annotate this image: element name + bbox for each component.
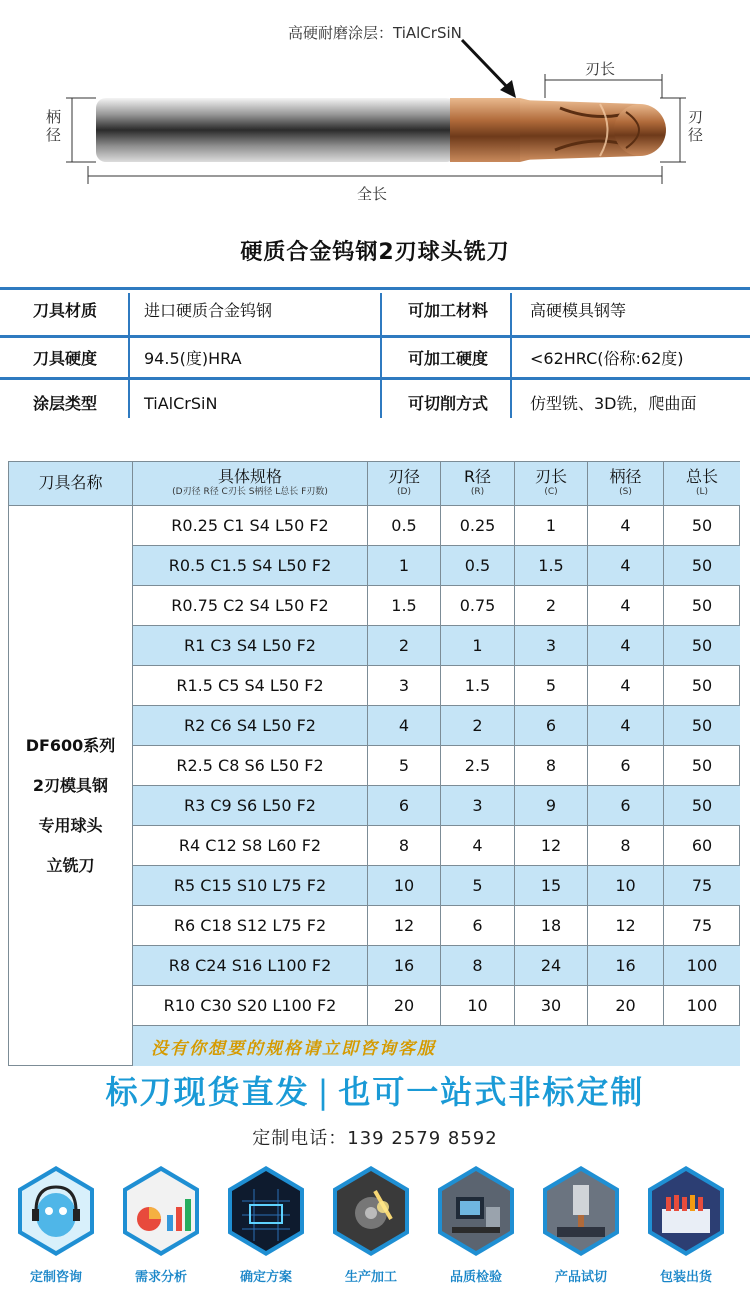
cell-overall-length: 100	[664, 946, 740, 986]
cell-blade-diameter: 16	[368, 946, 441, 986]
spec-value: 高硬模具钢等	[530, 301, 627, 320]
promo-left: 标刀现货直发	[105, 1073, 310, 1111]
cell-overall-length: 50	[664, 626, 740, 666]
header-spec: 具体规格 (D刃径 R径 C刃长 S柄径 L总长 F刃数)	[133, 462, 368, 506]
contact-notice-text: 没有你想要的规格请立即咨询客服	[151, 1039, 436, 1059]
promo-banner	[0, 1067, 750, 1113]
cell-blade-length: 9	[515, 786, 588, 826]
cell-spec: R2 C6 S4 L50 F2	[133, 706, 368, 746]
step-production[interactable]	[323, 1160, 419, 1303]
spec-value: <62HRC(俗称:62度)	[530, 349, 684, 368]
cnc-test-cut-icon	[547, 1171, 615, 1251]
table-row	[133, 746, 740, 786]
contact-notice[interactable]	[133, 1026, 740, 1066]
cell-shank-diameter: 6	[588, 746, 664, 786]
cell-spec: R0.25 C1 S4 L50 F2	[133, 506, 368, 546]
spec-key: 可加工硬度	[407, 349, 488, 368]
cell-radius: 3	[441, 786, 515, 826]
cell-radius: 1	[441, 626, 515, 666]
header-blade-diameter: 刃径 (D)	[368, 462, 441, 506]
table-row	[133, 786, 740, 826]
coating-label: 高硬耐磨涂层：TiAlCrSiN	[288, 24, 462, 42]
cell-overall-length: 60	[664, 826, 740, 866]
series-name-line: 2刃模具钢	[32, 776, 109, 795]
cell-radius: 4	[441, 826, 515, 866]
cell-blade-length: 1	[515, 506, 588, 546]
table-row	[133, 626, 740, 666]
spec-key: 刀具材质	[32, 301, 97, 320]
analysis-chart-icon	[127, 1171, 195, 1251]
cell-overall-length: 50	[664, 586, 740, 626]
step-plan[interactable]	[218, 1160, 314, 1303]
step-consult[interactable]	[8, 1160, 104, 1303]
spec-row	[0, 290, 750, 332]
spec-table	[0, 287, 750, 413]
spec-value: 仿型铣、3D铣，爬曲面	[530, 394, 697, 413]
cell-blade-length: 12	[515, 826, 588, 866]
cell-overall-length: 50	[664, 746, 740, 786]
step-label: 生产加工	[344, 1270, 397, 1285]
tool-diagram	[0, 0, 750, 215]
shank-diameter-label: 柄径	[46, 108, 62, 144]
custom-phone[interactable]: 定制电话：139 2579 8592	[252, 1128, 498, 1149]
header-radius: R径 (R)	[441, 462, 515, 506]
cell-overall-length: 50	[664, 706, 740, 746]
series-name-cell	[9, 506, 133, 1066]
cell-blade-diameter: 20	[368, 986, 441, 1026]
shank	[96, 98, 456, 162]
step-test-cut[interactable]	[533, 1160, 629, 1303]
series-name-line: 专用球头	[38, 816, 103, 835]
blade-diameter-label: 刃径	[688, 108, 704, 144]
step-label: 产品试切	[554, 1270, 607, 1285]
product-spec-table	[8, 461, 740, 1066]
cell-blade-diameter: 4	[368, 706, 441, 746]
page-title: 硬质合金钨钢2刃球头铣刀	[240, 240, 510, 265]
cell-spec: R4 C12 S8 L60 F2	[133, 826, 368, 866]
step-label: 需求分析	[134, 1270, 187, 1285]
table-row	[133, 546, 740, 586]
cell-radius: 0.5	[441, 546, 515, 586]
series-name-line: DF600系列	[25, 736, 116, 755]
table-row	[133, 826, 740, 866]
cell-blade-length: 18	[515, 906, 588, 946]
cell-blade-length: 24	[515, 946, 588, 986]
cell-overall-length: 50	[664, 786, 740, 826]
cell-shank-diameter: 4	[588, 586, 664, 626]
cell-overall-length: 50	[664, 506, 740, 546]
step-label: 定制咨询	[29, 1270, 82, 1285]
cell-radius: 1.5	[441, 666, 515, 706]
table-row	[133, 906, 740, 946]
cell-overall-length: 50	[664, 666, 740, 706]
header-overall-length: 总长 (L)	[664, 462, 740, 506]
table-row	[133, 706, 740, 746]
cell-blade-diameter: 10	[368, 866, 441, 906]
cell-blade-diameter: 6	[368, 786, 441, 826]
spec-key: 可加工材料	[407, 301, 488, 320]
cell-shank-diameter: 4	[588, 506, 664, 546]
cell-blade-diameter: 3	[368, 666, 441, 706]
cell-shank-diameter: 4	[588, 626, 664, 666]
cell-radius: 10	[441, 986, 515, 1026]
cell-blade-length: 2	[515, 586, 588, 626]
cell-radius: 2.5	[441, 746, 515, 786]
cell-overall-length: 50	[664, 546, 740, 586]
cell-spec: R1.5 C5 S4 L50 F2	[133, 666, 368, 706]
header-tool-name: 刀具名称	[9, 462, 133, 506]
process-steps	[0, 1160, 750, 1303]
cell-radius: 2	[441, 706, 515, 746]
cell-radius: 8	[441, 946, 515, 986]
cell-blade-length: 5	[515, 666, 588, 706]
cell-shank-diameter: 20	[588, 986, 664, 1026]
cell-spec: R2.5 C8 S6 L50 F2	[133, 746, 368, 786]
table-row	[133, 986, 740, 1026]
spec-value: 进口硬质合金钨钢	[144, 301, 273, 320]
table-row	[133, 666, 740, 706]
promo-divider: |	[317, 1073, 331, 1111]
cell-blade-length: 1.5	[515, 546, 588, 586]
cell-shank-diameter: 10	[588, 866, 664, 906]
series-name-line: 立铣刀	[46, 856, 95, 875]
step-label: 品质检验	[449, 1270, 502, 1285]
cell-spec: R0.75 C2 S4 L50 F2	[133, 586, 368, 626]
cell-blade-length: 30	[515, 986, 588, 1026]
cell-spec: R1 C3 S4 L50 F2	[133, 626, 368, 666]
blade-length-label: 刃长	[585, 60, 616, 78]
cell-blade-diameter: 2	[368, 626, 441, 666]
spec-value: TiAlCrSiN	[144, 394, 218, 413]
cell-spec: R10 C30 S20 L100 F2	[133, 986, 368, 1026]
cell-spec: R3 C9 S6 L50 F2	[133, 786, 368, 826]
cell-shank-diameter: 12	[588, 906, 664, 946]
cell-radius: 5	[441, 866, 515, 906]
cell-spec: R6 C18 S12 L75 F2	[133, 906, 368, 946]
step-label: 包装出货	[659, 1270, 712, 1285]
step-inspection[interactable]	[428, 1160, 524, 1303]
cell-blade-diameter: 1.5	[368, 586, 441, 626]
cell-shank-diameter: 4	[588, 706, 664, 746]
inspection-icon	[442, 1171, 510, 1251]
promo-right: 也可一站式非标定制	[338, 1073, 645, 1111]
headset-mascot-icon	[22, 1171, 90, 1251]
cell-shank-diameter: 4	[588, 546, 664, 586]
cell-shank-diameter: 4	[588, 666, 664, 706]
cell-shank-diameter: 8	[588, 826, 664, 866]
spec-key: 涂层类型	[32, 394, 97, 413]
cell-blade-diameter: 5	[368, 746, 441, 786]
header-blade-length: 刃长 (C)	[515, 462, 588, 506]
spec-row	[0, 383, 750, 425]
cell-blade-length: 6	[515, 706, 588, 746]
step-label: 确定方案	[239, 1270, 292, 1285]
step-analysis[interactable]	[113, 1160, 209, 1303]
spec-key: 刀具硬度	[32, 349, 97, 368]
cell-blade-diameter: 1	[368, 546, 441, 586]
cell-overall-length: 100	[664, 986, 740, 1026]
cad-blueprint-icon	[232, 1171, 300, 1251]
packaging-icon	[652, 1171, 720, 1251]
cell-radius: 0.75	[441, 586, 515, 626]
spec-key: 可切削方式	[407, 394, 488, 413]
cell-radius: 6	[441, 906, 515, 946]
cell-shank-diameter: 16	[588, 946, 664, 986]
table-row	[133, 946, 740, 986]
overall-length-label: 全长	[357, 185, 388, 203]
cell-spec: R0.5 C1.5 S4 L50 F2	[133, 546, 368, 586]
cell-blade-length: 3	[515, 626, 588, 666]
cell-blade-diameter: 8	[368, 826, 441, 866]
cell-overall-length: 75	[664, 906, 740, 946]
header-shank-diameter: 柄径 (S)	[588, 462, 664, 506]
cell-blade-length: 8	[515, 746, 588, 786]
cell-blade-diameter: 12	[368, 906, 441, 946]
machining-icon	[337, 1171, 405, 1251]
cell-blade-length: 15	[515, 866, 588, 906]
cell-blade-diameter: 0.5	[368, 506, 441, 546]
cell-shank-diameter: 6	[588, 786, 664, 826]
step-shipping[interactable]	[638, 1160, 734, 1303]
spec-value: 94.5(度)HRA	[144, 349, 242, 368]
table-row	[133, 866, 740, 906]
table-row	[133, 586, 740, 626]
table-row	[133, 506, 740, 546]
spec-row	[0, 338, 750, 380]
cell-overall-length: 75	[664, 866, 740, 906]
cell-spec: R5 C15 S10 L75 F2	[133, 866, 368, 906]
cell-spec: R8 C24 S16 L100 F2	[133, 946, 368, 986]
cell-radius: 0.25	[441, 506, 515, 546]
